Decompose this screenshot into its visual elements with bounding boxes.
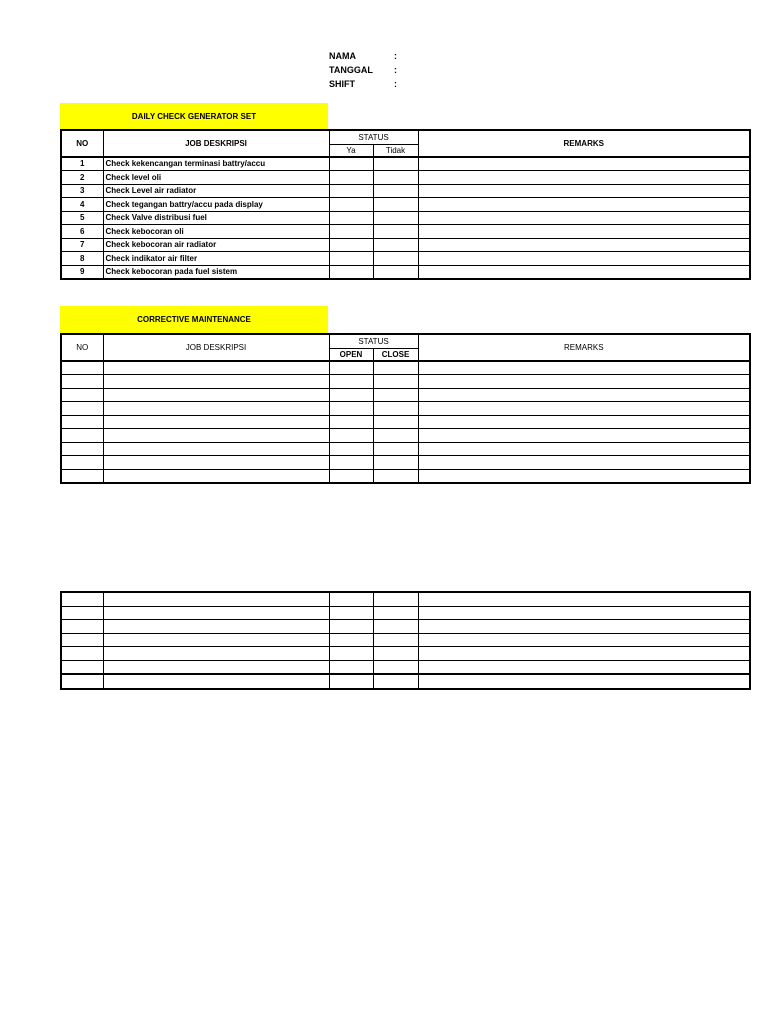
table-row: [61, 402, 750, 416]
field-nama-label: NAMA: [329, 51, 356, 61]
remarks-cell[interactable]: [418, 647, 750, 661]
daily-check-table: [60, 129, 751, 280]
status-ya-cell[interactable]: [329, 157, 373, 171]
row-job-description: Check Level air radiator: [103, 184, 329, 198]
row-no-cell[interactable]: [61, 620, 103, 634]
status-close-cell[interactable]: [373, 606, 418, 620]
col-job-header: JOB DESKRIPSI: [103, 130, 329, 157]
row-job-cell[interactable]: [103, 647, 329, 661]
remarks-cell[interactable]: [418, 442, 750, 456]
table-row: [61, 388, 750, 402]
remarks-cell[interactable]: [418, 225, 750, 239]
remarks-cell[interactable]: [418, 402, 750, 416]
status-open-cell[interactable]: [329, 606, 373, 620]
row-no: 1: [61, 157, 103, 171]
status-close-cell[interactable]: [373, 647, 418, 661]
status-close-cell[interactable]: [373, 361, 418, 375]
status-open-cell[interactable]: [329, 633, 373, 647]
row-job-cell[interactable]: [103, 375, 329, 389]
table-row: [61, 375, 750, 389]
remarks-cell[interactable]: [418, 633, 750, 647]
row-job-cell[interactable]: [103, 606, 329, 620]
row-job-cell[interactable]: [103, 633, 329, 647]
row-no-cell[interactable]: [61, 660, 103, 674]
row-job-description: Check indikator air filter: [103, 252, 329, 266]
table-row: [61, 606, 750, 620]
table-row: [61, 238, 750, 252]
field-tanggal-sep: :: [394, 65, 397, 75]
row-job-cell[interactable]: [103, 442, 329, 456]
status-close-cell[interactable]: [373, 592, 418, 606]
row-job-cell[interactable]: [103, 388, 329, 402]
status-open-cell[interactable]: [329, 660, 373, 674]
status-open-cell[interactable]: [329, 415, 373, 429]
row-job-description: Check kekencangan terminasi battry/accu: [103, 157, 329, 171]
status-open-cell[interactable]: [329, 620, 373, 634]
status-open-cell[interactable]: [329, 388, 373, 402]
table-row: [61, 265, 750, 279]
table-row: [61, 415, 750, 429]
status-open-cell[interactable]: [329, 469, 373, 483]
status-ya-cell[interactable]: [329, 225, 373, 239]
status-tidak-cell[interactable]: [373, 252, 418, 266]
row-no-cell[interactable]: [61, 375, 103, 389]
col-status-header: STATUS: [329, 130, 418, 144]
table-row: [61, 361, 750, 375]
status-close-cell[interactable]: [373, 402, 418, 416]
row-no-cell[interactable]: [61, 606, 103, 620]
row-no-cell[interactable]: [61, 429, 103, 443]
row-no-cell[interactable]: [61, 456, 103, 470]
status-tidak-cell[interactable]: [373, 198, 418, 212]
status-tidak-cell[interactable]: [373, 211, 418, 225]
table-row: [61, 211, 750, 225]
field-nama-sep: :: [394, 51, 397, 61]
col-tidak-header: Tidak: [373, 144, 418, 157]
table-row: [61, 592, 750, 606]
remarks-cell[interactable]: [418, 361, 750, 375]
status-ya-cell[interactable]: [329, 198, 373, 212]
status-close-cell[interactable]: [373, 456, 418, 470]
status-open-cell[interactable]: [329, 375, 373, 389]
row-job-cell[interactable]: [103, 674, 329, 689]
row-job-cell[interactable]: [103, 660, 329, 674]
table-row: [61, 184, 750, 198]
row-no-cell[interactable]: [61, 469, 103, 483]
row-no-cell[interactable]: [61, 415, 103, 429]
table-row: [61, 252, 750, 266]
status-close-cell[interactable]: [373, 620, 418, 634]
status-ya-cell[interactable]: [329, 171, 373, 185]
table-row: [61, 442, 750, 456]
table-row: [61, 620, 750, 634]
row-no-cell[interactable]: [61, 674, 103, 689]
remarks-cell[interactable]: [418, 171, 750, 185]
remarks-cell[interactable]: [418, 429, 750, 443]
header-fields: [329, 50, 397, 92]
status-close-cell[interactable]: [373, 375, 418, 389]
remarks-cell[interactable]: [418, 375, 750, 389]
status-close-cell[interactable]: [373, 660, 418, 674]
row-job-description: Check kebocoran pada fuel sistem: [103, 265, 329, 279]
corrective-maintenance-table: [60, 333, 751, 484]
status-tidak-cell[interactable]: [373, 238, 418, 252]
row-no-cell[interactable]: [61, 442, 103, 456]
status-ya-cell[interactable]: [329, 265, 373, 279]
col-no-header: NO: [61, 130, 103, 157]
remarks-cell[interactable]: [418, 265, 750, 279]
col-remarks-header: REMARKS: [418, 334, 750, 361]
row-job-cell[interactable]: [103, 429, 329, 443]
table-row: [61, 660, 750, 674]
status-close-cell[interactable]: [373, 415, 418, 429]
table-row: [61, 171, 750, 185]
row-no: 8: [61, 252, 103, 266]
remarks-cell[interactable]: [418, 211, 750, 225]
status-close-cell[interactable]: [373, 429, 418, 443]
status-close-cell[interactable]: [373, 633, 418, 647]
row-job-cell[interactable]: [103, 469, 329, 483]
row-no: 6: [61, 225, 103, 239]
col-close-header: CLOSE: [373, 348, 418, 361]
table-row: [61, 225, 750, 239]
field-tanggal-label: TANGGAL: [329, 65, 373, 75]
col-status-header: STATUS: [329, 334, 418, 348]
col-remarks-header: REMARKS: [418, 130, 750, 157]
remarks-cell[interactable]: [418, 388, 750, 402]
table-row: [61, 633, 750, 647]
row-no: 3: [61, 184, 103, 198]
extra-blank-table: [60, 591, 751, 690]
row-no: 9: [61, 265, 103, 279]
status-open-cell[interactable]: [329, 674, 373, 689]
row-job-cell[interactable]: [103, 361, 329, 375]
row-no: 7: [61, 238, 103, 252]
remarks-cell[interactable]: [418, 456, 750, 470]
table-row: [61, 198, 750, 212]
remarks-cell[interactable]: [418, 238, 750, 252]
status-ya-cell[interactable]: [329, 238, 373, 252]
row-no-cell[interactable]: [61, 402, 103, 416]
row-job-description: Check kebocoran oli: [103, 225, 329, 239]
row-job-description: Check kebocoran air radiator: [103, 238, 329, 252]
status-tidak-cell[interactable]: [373, 157, 418, 171]
status-tidak-cell[interactable]: [373, 265, 418, 279]
row-job-cell[interactable]: [103, 592, 329, 606]
status-tidak-cell[interactable]: [373, 225, 418, 239]
row-no-cell[interactable]: [61, 633, 103, 647]
status-open-cell[interactable]: [329, 592, 373, 606]
col-open-header: OPEN: [329, 348, 373, 361]
col-ya-header: Ya: [329, 144, 373, 157]
status-open-cell[interactable]: [329, 361, 373, 375]
table-row: [61, 469, 750, 483]
remarks-cell[interactable]: [418, 674, 750, 689]
field-shift: [329, 78, 397, 92]
status-close-cell[interactable]: [373, 388, 418, 402]
status-open-cell[interactable]: [329, 456, 373, 470]
remarks-cell[interactable]: [418, 252, 750, 266]
row-no: 4: [61, 198, 103, 212]
row-job-cell[interactable]: [103, 620, 329, 634]
table-row: [61, 429, 750, 443]
row-job-cell[interactable]: [103, 402, 329, 416]
remarks-cell[interactable]: [418, 469, 750, 483]
remarks-cell[interactable]: [418, 184, 750, 198]
status-ya-cell[interactable]: [329, 184, 373, 198]
remarks-cell[interactable]: [418, 157, 750, 171]
row-job-cell[interactable]: [103, 456, 329, 470]
status-close-cell[interactable]: [373, 469, 418, 483]
remarks-cell[interactable]: [418, 415, 750, 429]
status-tidak-cell[interactable]: [373, 184, 418, 198]
table-row: [61, 456, 750, 470]
status-close-cell[interactable]: [373, 442, 418, 456]
status-open-cell[interactable]: [329, 402, 373, 416]
remarks-cell[interactable]: [418, 606, 750, 620]
status-open-cell[interactable]: [329, 442, 373, 456]
row-no-cell[interactable]: [61, 592, 103, 606]
remarks-cell[interactable]: [418, 660, 750, 674]
remarks-cell[interactable]: [418, 198, 750, 212]
row-job-description: Check level oli: [103, 171, 329, 185]
status-close-cell[interactable]: [373, 674, 418, 689]
field-shift-sep: :: [394, 79, 397, 89]
remarks-cell[interactable]: [418, 592, 750, 606]
remarks-cell[interactable]: [418, 620, 750, 634]
status-open-cell[interactable]: [329, 429, 373, 443]
row-no: 5: [61, 211, 103, 225]
table-row: [61, 647, 750, 661]
field-shift-label: SHIFT: [329, 79, 355, 89]
col-job-header: JOB DESKRIPSI: [103, 334, 329, 361]
daily-check-title: DAILY CHECK GENERATOR SET: [60, 103, 328, 129]
table-row: [61, 674, 750, 689]
table-row: [61, 157, 750, 171]
status-open-cell[interactable]: [329, 647, 373, 661]
row-no-cell[interactable]: [61, 388, 103, 402]
field-nama: [329, 50, 397, 64]
status-ya-cell[interactable]: [329, 252, 373, 266]
row-no-cell[interactable]: [61, 361, 103, 375]
row-no-cell[interactable]: [61, 647, 103, 661]
row-job-description: Check tegangan battry/accu pada display: [103, 198, 329, 212]
status-tidak-cell[interactable]: [373, 171, 418, 185]
status-ya-cell[interactable]: [329, 211, 373, 225]
col-no-header: NO: [61, 334, 103, 361]
row-no: 2: [61, 171, 103, 185]
row-job-description: Check Valve distribusi fuel: [103, 211, 329, 225]
row-job-cell[interactable]: [103, 415, 329, 429]
corrective-maintenance-title: CORRECTIVE MAINTENANCE: [60, 306, 328, 333]
field-tanggal: [329, 64, 397, 78]
